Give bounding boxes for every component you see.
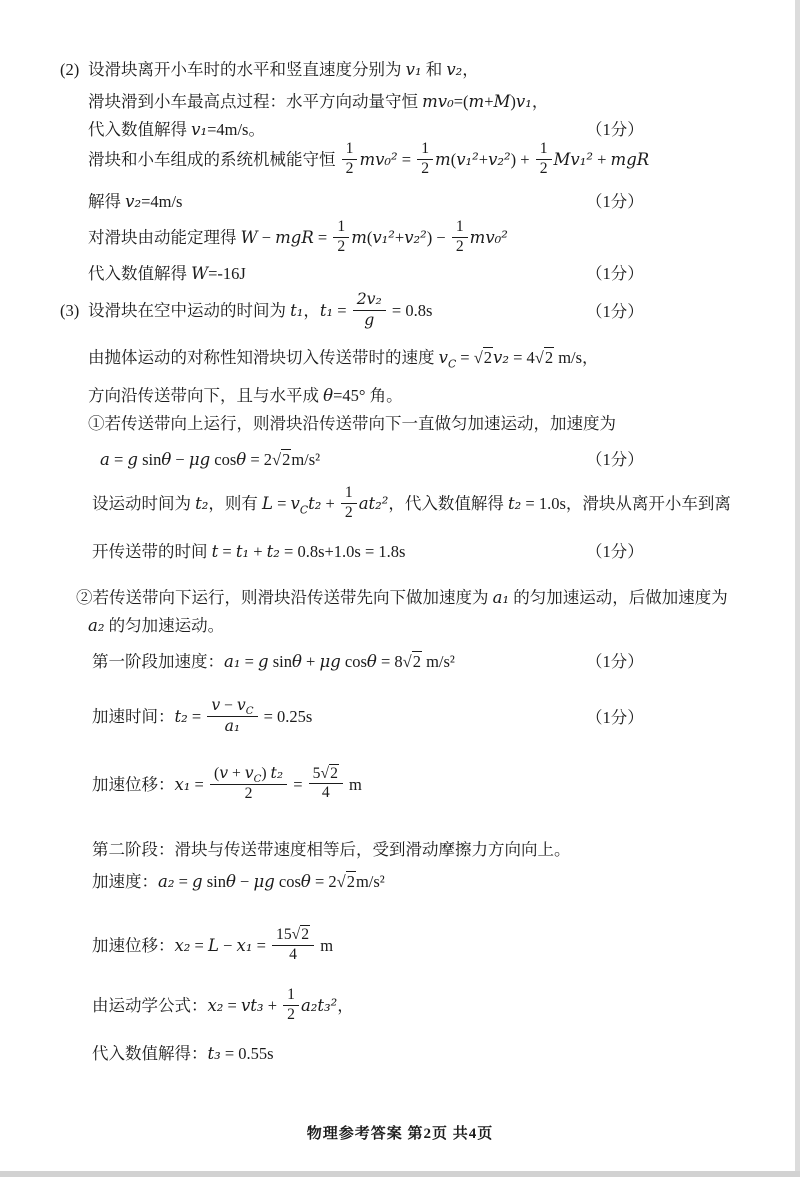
solution-line bbox=[0, 220, 800, 259]
line-content: 加速度：a₂ = g sinθ − μg cosθ = 2√2m/s² bbox=[92, 872, 385, 891]
solution-line bbox=[0, 540, 800, 564]
solution-line bbox=[0, 289, 800, 333]
line-content: 方向沿传送带向下，且与水平成 θ=45° 角。 bbox=[88, 386, 403, 405]
line-content: 代入数值解得 v₁=4m/s。 bbox=[88, 120, 265, 139]
line-content: 解得 v₂=4m/s bbox=[88, 192, 183, 211]
solution-line bbox=[0, 695, 800, 739]
solution-line bbox=[0, 870, 800, 894]
score-mark: （1分） bbox=[586, 191, 644, 211]
line-content: 由运动学公式：x₂ = vt₃ + $\frac{1}{2}$ a₂t₃²， bbox=[92, 986, 354, 1023]
line-content: 代入数值解得：t₃ = 0.55s bbox=[92, 1044, 274, 1063]
score-mark: （1分） bbox=[586, 302, 644, 322]
line-content: 第一阶段加速度：a₁ = g sinθ + μg cosθ = 8√2 m/s² bbox=[92, 652, 455, 671]
solution-line bbox=[0, 486, 800, 525]
scan-edge-right bbox=[795, 0, 800, 1177]
solution-line bbox=[0, 58, 800, 82]
solution-line bbox=[0, 412, 800, 436]
solution-line bbox=[0, 763, 800, 806]
solution-line bbox=[0, 384, 800, 408]
line-content: 滑块和小车组成的系统机械能守恒 $\frac{1}{2}$ mv₀² = $\frac{1}{2}$ m(v₁²+v₂²) + $\frac{1}{2}$ Mv₁² + mgR bbox=[88, 140, 650, 177]
solution-line bbox=[0, 346, 800, 370]
score-mark: （1分） bbox=[586, 263, 644, 283]
line-content: 由抛体运动的对称性知滑块切入传送带时的速度 $v_C = √2v_2 = 4√2$ m/s， bbox=[88, 348, 599, 371]
line-content: ①若传送带向上运行，则滑块沿传送带向下一直做匀加速运动，加速度为 bbox=[88, 414, 616, 433]
line-content: 滑块滑到小车最高点过程：水平方向动量守恒 mv₀=(m+M)v₁， bbox=[88, 92, 549, 111]
score-mark: （1分） bbox=[586, 708, 644, 728]
line-content: 代入数值解得 W=-16J bbox=[88, 264, 246, 283]
score-mark: （1分） bbox=[586, 449, 644, 469]
solution-line bbox=[0, 142, 800, 181]
solution-line bbox=[0, 988, 800, 1027]
line-content: 第二阶段：滑块与传送带速度相等后，受到滑动摩擦力方向向上。 bbox=[92, 840, 571, 859]
line-content: ②若传送带向下运行，则滑块沿传送带先向下做加速度为 a₁ 的匀加速运动，后做加速度为 bbox=[76, 588, 728, 607]
scan-edge-bottom bbox=[0, 1171, 800, 1177]
line-content: 加速时间：t₂ = $\frac{v - v_C}{\text{a₁}}$ = 0.25s bbox=[92, 695, 313, 735]
solution-line bbox=[0, 614, 800, 638]
line-content: 加速位移：x₂ = L − x₁ = $\frac{15√2}{4}$ m bbox=[92, 926, 334, 963]
score-mark: （1分） bbox=[586, 541, 644, 561]
solution-line bbox=[0, 190, 800, 214]
page-footer: 物理参考答案 第2页 共4页 bbox=[306, 1126, 494, 1142]
item-number: (2) bbox=[60, 60, 80, 79]
line-content: 设滑块离开小车时的水平和竖直速度分别为 v₁ 和 v₂， bbox=[88, 60, 479, 79]
item-number: (3) bbox=[60, 301, 80, 321]
line-content: 设滑块在空中运动的时间为 t₁，t₁ = $\frac{\text{2v₂}}{g}$ = 0.8s bbox=[88, 289, 433, 329]
line-content: 加速位移：x₁ = $\frac{(v + v_C) t_2}{2}$ = $\frac{5√2}{4}$ m bbox=[92, 763, 362, 802]
solution-line bbox=[0, 118, 800, 142]
score-mark: （1分） bbox=[586, 651, 644, 671]
solution-line bbox=[0, 586, 800, 610]
line-content: 设运动时间为 t₂，则有 $L = v_Ct_2$ + $\frac{1}{2}$ at₂²，代入数值解得 t₂ = 1.0s，滑块从离开小车到离 bbox=[92, 484, 731, 521]
line-content: a = g sinθ − μg cosθ = 2√2m/s² bbox=[100, 450, 321, 469]
line-content: a₂ 的匀加速运动。 bbox=[88, 616, 225, 635]
solution-line bbox=[0, 90, 800, 114]
solution-line bbox=[0, 650, 800, 674]
solution-line bbox=[0, 1042, 800, 1066]
solution-line bbox=[0, 448, 800, 472]
solution-line bbox=[0, 262, 800, 286]
score-mark: （1分） bbox=[586, 119, 644, 139]
line-content: 开传送带的时间 t = t₁ + t₂ = 0.8s+1.0s = 1.8s bbox=[92, 542, 406, 561]
solution-line bbox=[0, 838, 800, 862]
solution-line bbox=[0, 928, 800, 967]
line-content: 对滑块由动能定理得 W − mgR = $\frac{1}{2}$ m(v₁²+v₂²) − $\frac{1}{2}$ mv₀² bbox=[88, 218, 508, 255]
